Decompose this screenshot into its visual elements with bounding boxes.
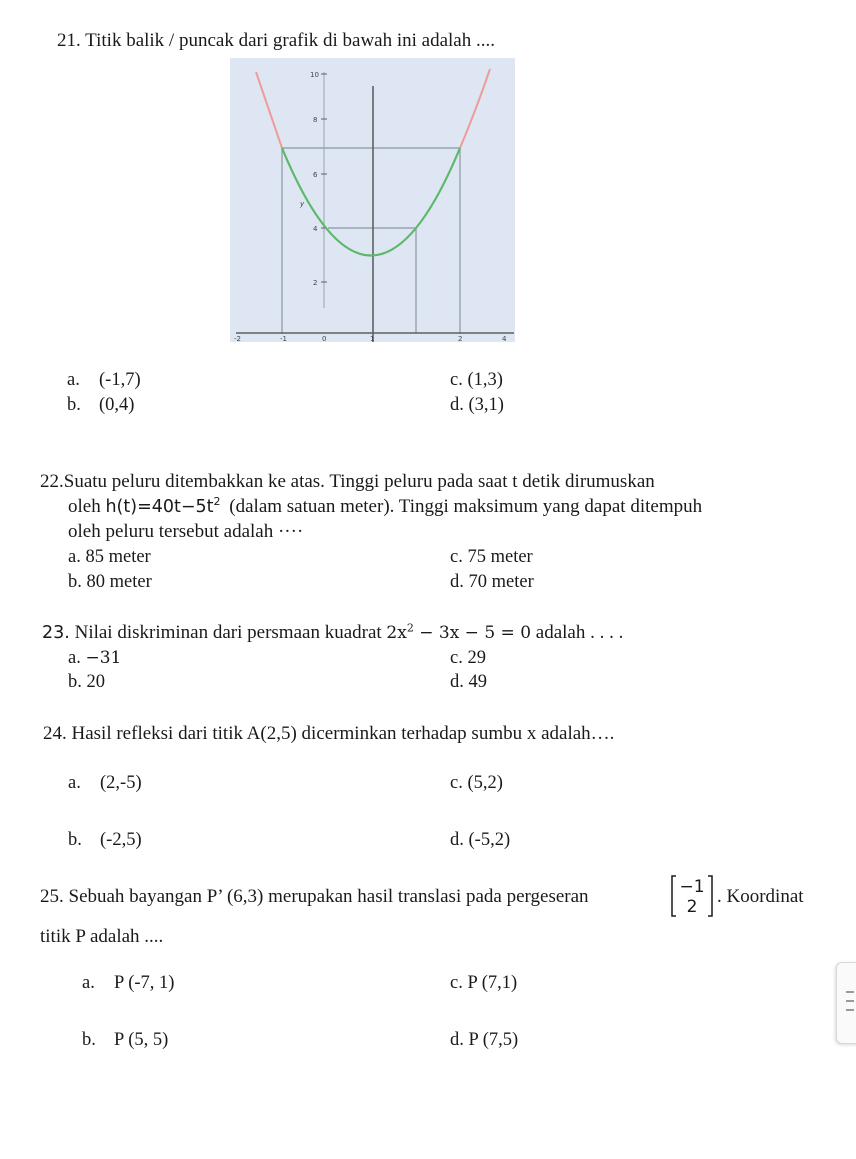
option-letter: b. [68, 830, 82, 850]
q23-option-b[interactable] [68, 672, 105, 693]
x-tick-label: -2 [234, 335, 241, 342]
handle-grip-line [846, 991, 854, 993]
option-text: 75 meter [467, 547, 533, 567]
q22-option-d[interactable] [450, 572, 534, 593]
formula-exponent: 2 [213, 495, 221, 509]
x-tick-label: 4 [502, 335, 507, 342]
question-number: 22. [40, 471, 64, 492]
option-letter: d. [450, 572, 464, 592]
handle-grip-line [846, 1000, 854, 1002]
matrix-left-bracket [672, 876, 676, 916]
option-text: 20 [86, 672, 105, 692]
y-tick-label: 8 [313, 116, 318, 124]
question-21 [57, 30, 495, 52]
option-letter: c. [450, 648, 463, 668]
option-text: P (-7, 1) [114, 973, 175, 993]
option-text: (5,2) [467, 773, 503, 793]
y-tick-label: 2 [313, 279, 318, 287]
q22-option-a[interactable] [68, 547, 151, 568]
option-text: (-1,7) [99, 370, 141, 390]
q25-option-c[interactable] [450, 973, 517, 994]
option-text: P (7,5) [468, 1030, 519, 1050]
x-tick-label: 2 [458, 335, 463, 342]
option-letter: b. [82, 1030, 96, 1050]
question-23 [42, 622, 623, 644]
option-letter: d. [450, 1030, 464, 1050]
option-letter: d. [450, 395, 464, 415]
option-text: 49 [468, 672, 487, 692]
question-22-line-3 [68, 521, 303, 543]
equation-a: 2x [386, 623, 407, 643]
question-22-line-2 [68, 496, 702, 518]
option-text: 29 [467, 648, 486, 668]
option-text: 80 meter [86, 572, 152, 592]
option-letter: b. [68, 572, 82, 592]
text-suffix: (dalam satuan meter). Tinggi maksimum yang dapat ditempuh [229, 496, 703, 517]
y-tick-label: 4 [313, 225, 318, 233]
option-text: (-2,5) [100, 830, 142, 850]
option-text: 70 meter [468, 572, 534, 592]
option-letter: a. [68, 773, 81, 793]
y-tick-label: 10 [310, 71, 319, 79]
q23-option-d[interactable] [450, 672, 487, 693]
q21-option-a[interactable] [67, 370, 141, 391]
question-text: . Koordinat [717, 886, 804, 907]
question-24 [43, 723, 614, 745]
question-22 [40, 471, 655, 493]
q23-option-a[interactable] [68, 648, 121, 669]
question-text: Titik balik / puncak dari grafik di bawah ini adalah .... [85, 30, 495, 51]
option-text: (0,4) [99, 395, 135, 415]
question-number: 25. [40, 886, 64, 907]
matrix-top: −1 [679, 877, 705, 897]
option-text: (-5,2) [468, 830, 511, 850]
q25-option-a[interactable] [82, 973, 175, 994]
option-letter: d. [450, 830, 464, 850]
question-text: Hasil refleksi dari titik A(2,5) dicerminkan terhadap sumbu x adalah…. [71, 723, 615, 744]
option-text: (1,3) [467, 370, 503, 390]
option-letter: b. [68, 672, 82, 692]
question-text: oleh peluru tersebut adalah ···· [68, 521, 304, 542]
question-text-after: adalah . . . . [535, 622, 624, 643]
equation [386, 623, 531, 643]
translation-matrix [669, 873, 715, 919]
option-text: P (7,1) [467, 973, 518, 993]
formula [105, 497, 220, 517]
option-text: 85 meter [85, 547, 151, 567]
option-letter: c. [450, 370, 463, 390]
q23-option-c[interactable] [450, 648, 486, 669]
option-letter: c. [450, 973, 463, 993]
q25-option-b[interactable] [82, 1030, 169, 1051]
option-text: (3,1) [468, 395, 504, 415]
q25-option-d[interactable] [450, 1030, 518, 1051]
question-number: 23. [42, 623, 70, 643]
formula-base: h(t)=40t−5t [105, 497, 214, 517]
option-text: (2,-5) [100, 773, 142, 793]
question-text: Nilai diskriminan dari persmaan kuadrat [74, 622, 382, 643]
option-letter: a. [68, 547, 81, 567]
x-tick-label: 1 [370, 335, 375, 342]
option-letter: a. [82, 973, 95, 993]
q21-option-d[interactable] [450, 395, 504, 416]
q22-option-c[interactable] [450, 547, 533, 568]
q24-option-a[interactable] [68, 773, 142, 794]
question-number: 24. [43, 723, 67, 744]
option-letter: a. [68, 648, 81, 668]
question-text: Suatu peluru ditembakkan ke atas. Tinggi peluru pada saat t detik dirumuskan [63, 471, 655, 492]
parabola-graph [230, 58, 515, 342]
matrix-right-bracket [708, 876, 712, 916]
option-letter: d. [450, 672, 464, 692]
question-text: titik P adalah .... [40, 926, 164, 947]
question-number: 21. [57, 30, 81, 51]
q21-option-c[interactable] [450, 370, 503, 391]
q24-option-c[interactable] [450, 773, 503, 794]
option-letter: b. [67, 395, 81, 415]
option-text: P (5, 5) [114, 1030, 169, 1050]
x-tick-label: 0 [322, 335, 327, 342]
matrix-bottom: 2 [686, 897, 698, 917]
question-25-text-after [717, 886, 804, 908]
q21-option-b[interactable] [67, 395, 135, 416]
q24-option-d[interactable] [450, 830, 510, 851]
equation-b: − 3x − 5 = 0 [413, 623, 532, 643]
question-text: Sebuah bayangan P’ (6,3) merupakan hasil translasi pada pergeseran [68, 886, 589, 907]
y-tick-label: 6 [313, 171, 318, 179]
handle-grip-line [846, 1009, 854, 1011]
text-prefix: oleh [68, 496, 101, 517]
question-25-line-2 [40, 926, 163, 948]
question-25 [40, 886, 589, 908]
option-letter: c. [450, 547, 463, 567]
q24-option-b[interactable] [68, 830, 142, 851]
equation-exponent: 2 [406, 621, 414, 635]
x-tick-label: -1 [280, 335, 287, 342]
side-panel-handle[interactable] [836, 962, 856, 1044]
option-text: −31 [85, 648, 122, 668]
option-letter: c. [450, 773, 463, 793]
q22-option-b[interactable] [68, 572, 152, 593]
option-letter: a. [67, 370, 80, 390]
y-axis-label: y [300, 200, 305, 208]
